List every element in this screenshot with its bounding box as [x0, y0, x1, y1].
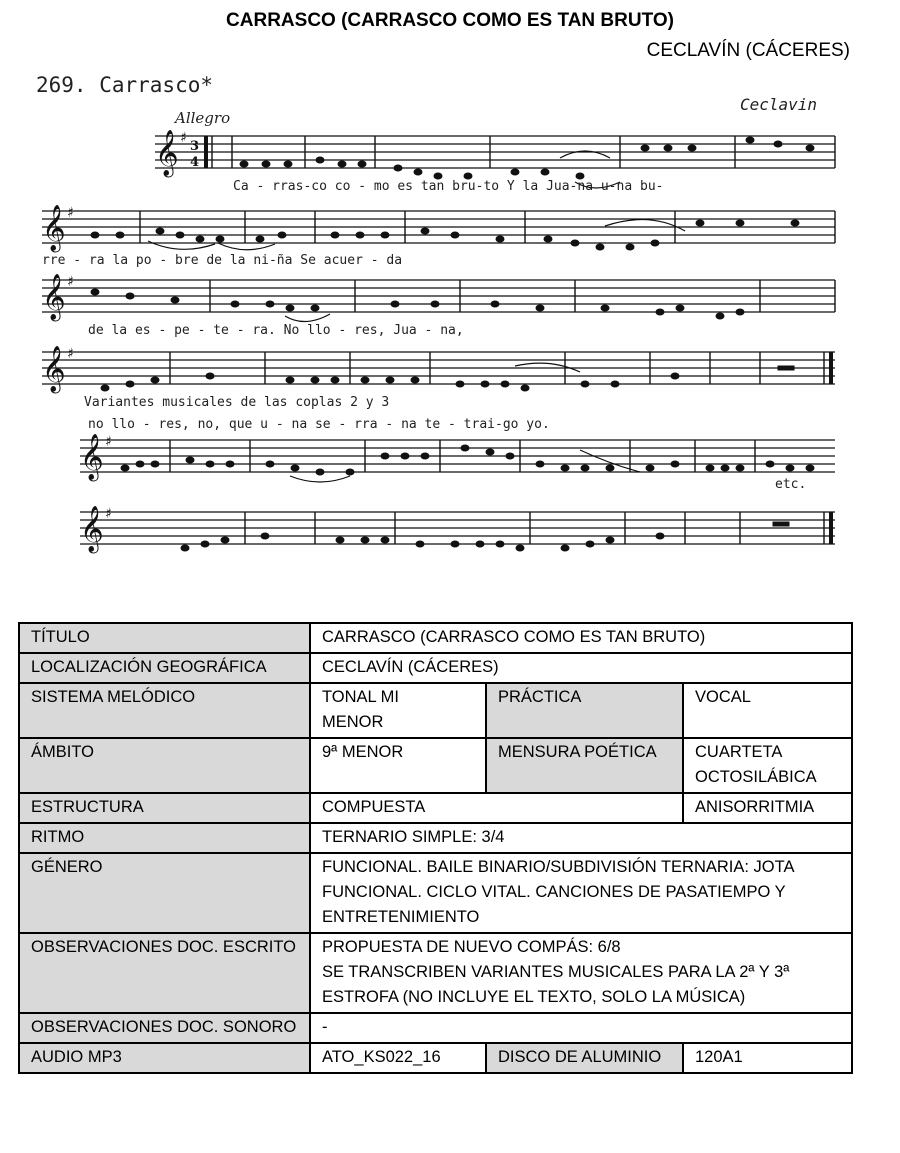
table-row: [19, 823, 852, 853]
mensura-value-line: OCTOSILÁBICA: [695, 768, 817, 786]
mensura-value-line: CUARTETA: [695, 743, 783, 761]
obs-escrito-label: OBSERVACIONES DOC. ESCRITO: [19, 933, 310, 1013]
score-notes: [91, 137, 815, 552]
sistema-label: SISTEMA MELÓDICO: [19, 683, 310, 738]
score-rests: [773, 366, 794, 526]
score-number-title: 269. Carrasco*: [36, 73, 214, 97]
practica-value: VOCAL: [683, 683, 852, 738]
genero-value: [310, 853, 852, 933]
score-tempo-marking: Allegro: [175, 109, 231, 127]
estructura-label: ESTRUCTURA: [19, 793, 310, 823]
disco-label: DISCO DE ALUMINIO: [486, 1043, 683, 1073]
score-staff-lines: [42, 136, 835, 544]
svg-text:𝄞: 𝄞: [42, 346, 66, 392]
audio-label: AUDIO MP3: [19, 1043, 310, 1073]
table-row: [19, 793, 852, 823]
svg-text:♯: ♯: [67, 274, 74, 290]
score-variants-heading: Variantes musicales de las coplas 2 y 3: [84, 395, 390, 410]
estructura-extra: ANISORRITMIA: [683, 793, 852, 823]
titulo-value: CARRASCO (CARRASCO COMO ES TAN BRUTO): [310, 623, 852, 653]
localizacion-label: LOCALIZACIÓN GEOGRÁFICA: [19, 653, 310, 683]
obs-escrito-line: SE TRANSCRIBEN VARIANTES MUSICALES PARA LA 2ª Y 3ª: [322, 963, 790, 981]
table-row: [19, 683, 852, 738]
score-headings: [36, 73, 817, 127]
table-row: [19, 1013, 852, 1043]
localizacion-value: CECLAVÍN (CÁCERES): [310, 653, 852, 683]
score-clefs: [42, 130, 179, 554]
audio-value: ATO_KS022_16: [310, 1043, 486, 1073]
genero-line: ENTRETENIMIENTO: [322, 908, 480, 926]
obs-escrito-line: ESTROFA (NO INCLUYE EL TEXTO, SOLO LA MÚSICA): [322, 988, 746, 1006]
disco-value: 120A1: [683, 1043, 852, 1073]
svg-text:𝄞: 𝄞: [42, 274, 66, 320]
genero-label: GÉNERO: [19, 853, 310, 933]
mensura-value: [683, 738, 852, 793]
table-row: [19, 653, 852, 683]
mensura-label: MENSURA POÉTICA: [486, 738, 683, 793]
svg-text:♯: ♯: [67, 346, 74, 362]
sistema-value-line: MENOR: [322, 713, 384, 731]
svg-text:♯: ♯: [105, 434, 112, 450]
obs-escrito-line: PROPUESTA DE NUEVO COMPÁS: 6/8: [322, 938, 621, 956]
score-slurs: [148, 151, 685, 482]
score-lyrics-line-2: rre - ra la po - bre de la ni-ña Se acuer - da: [42, 253, 403, 268]
svg-text:♯: ♯: [180, 130, 187, 146]
score-lyrics-line-3: de la es - pe - te - ra. No llo - res, Jua - na,: [88, 323, 464, 338]
estructura-value: COMPUESTA: [310, 793, 683, 823]
table-row: [19, 623, 852, 653]
ritmo-label: RITMO: [19, 823, 310, 853]
score-etc-label: etc.: [775, 477, 807, 492]
svg-text:𝄞: 𝄞: [80, 506, 104, 552]
svg-text:𝄞: 𝄞: [155, 130, 179, 176]
document-location: CECLAVÍN (CÁCERES): [646, 40, 850, 61]
score-lyrics-line-1: Ca - rras-co co - mo es tan bru-to Y la Jua-na u-na bu-: [233, 179, 664, 194]
obs-sonoro-label: OBSERVACIONES DOC. SONORO: [19, 1013, 310, 1043]
ritmo-value: TERNARIO SIMPLE: 3/4: [310, 823, 852, 853]
score-lyrics: [42, 179, 806, 492]
table-row: [19, 853, 852, 933]
svg-text:𝄞: 𝄞: [80, 434, 104, 480]
titulo-label: TÍTULO: [19, 623, 310, 653]
svg-text:♯: ♯: [105, 506, 112, 522]
practica-label: PRÁCTICA: [486, 683, 683, 738]
table-row: [19, 933, 852, 1013]
genero-line: FUNCIONAL. BAILE BINARIO/SUBDIVISIÓN TERNARIA: JOTA: [322, 858, 795, 876]
song-metadata-table: [18, 622, 853, 1074]
svg-text:♯: ♯: [67, 205, 74, 221]
ambito-value: 9ª MENOR: [310, 738, 486, 793]
table-row: [19, 1043, 852, 1073]
music-score-image: [20, 66, 880, 576]
sistema-value: [310, 683, 486, 738]
score-final-barlines: [206, 136, 831, 544]
score-place-label: Ceclavin: [740, 95, 818, 114]
score-barlines: [140, 136, 835, 544]
obs-escrito-value: [310, 933, 852, 1013]
svg-text:𝄞: 𝄞: [42, 205, 66, 251]
sistema-value-line: TONAL MI: [322, 688, 400, 706]
document-title: CARRASCO (CARRASCO COMO ES TAN BRUTO): [226, 10, 674, 31]
svg-text:4: 4: [190, 155, 200, 170]
svg-text:3: 3: [190, 139, 200, 154]
score-time-signature: [190, 139, 199, 170]
table-row: [19, 738, 852, 793]
obs-sonoro-value: -: [310, 1013, 852, 1043]
ambito-label: ÁMBITO: [19, 738, 310, 793]
genero-line: FUNCIONAL. CICLO VITAL. CANCIONES DE PASATIEMPO Y: [322, 883, 786, 901]
score-lyrics-line-4: no llo - res, no, que u - na se - rra - na te - trai-go yo.: [88, 417, 550, 432]
